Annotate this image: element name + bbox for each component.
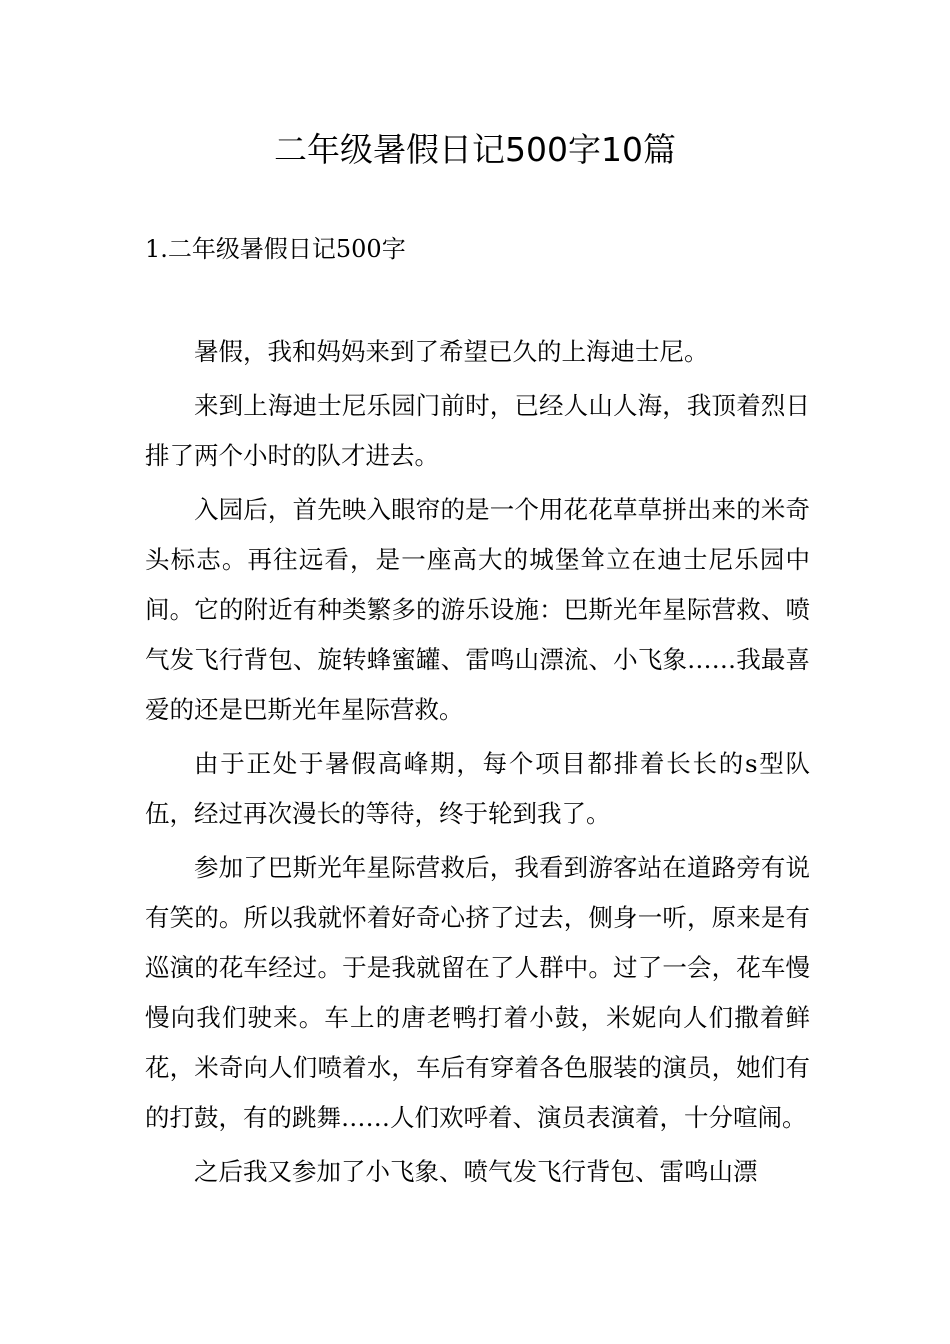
document-title: 二年级暑假日记500字10篇 xyxy=(274,130,676,169)
paragraph: 由于正处于暑假高峰期，每个项目都排着长长的s型队伍，经过再次漫长的等待，终于轮到我了。 xyxy=(145,749,810,828)
paragraph: 之后我又参加了小飞象、喷气发飞行背包、雷鸣山漂 xyxy=(194,1157,758,1186)
paragraph: 暑假，我和妈妈来到了希望已久的上海迪士尼。 xyxy=(194,337,709,366)
section-heading: 1.二年级暑假日记500字 xyxy=(145,235,406,263)
paragraph: 入园后，首先映入眼帘的是一个用花花草草拼出来的米奇头标志。再往远看，是一座高大的城堡耸立在迪士尼乐园中间。它的附近有种类繁多的游乐设施：巴斯光年星际营救、喷气发飞行背包、旋转蜂蜜罐、雷鸣山漂流、小飞象……我最喜爱的还是巴斯光年星际营救。 xyxy=(145,495,810,724)
paragraph: 参加了巴斯光年星际营救后，我看到游客站在道路旁有说有笑的。所以我就怀着好奇心挤了过去，侧身一听，原来是有巡演的花车经过。于是我就留在了人群中。过了一会，花车慢慢向我们驶来。车上的唐老鸭打着小鼓，米妮向人们撒着鲜花，米奇向人们喷着水，车后有穿着各色服装的演员，她们有的打鼓，有的跳舞……人们欢呼着、演员表演着，十分喧闹。 xyxy=(145,853,810,1132)
paragraph: 来到上海迪士尼乐园门前时，已经人山人海，我顶着烈日排了两个小时的队才进去。 xyxy=(145,391,810,470)
diary-body xyxy=(145,327,810,1197)
